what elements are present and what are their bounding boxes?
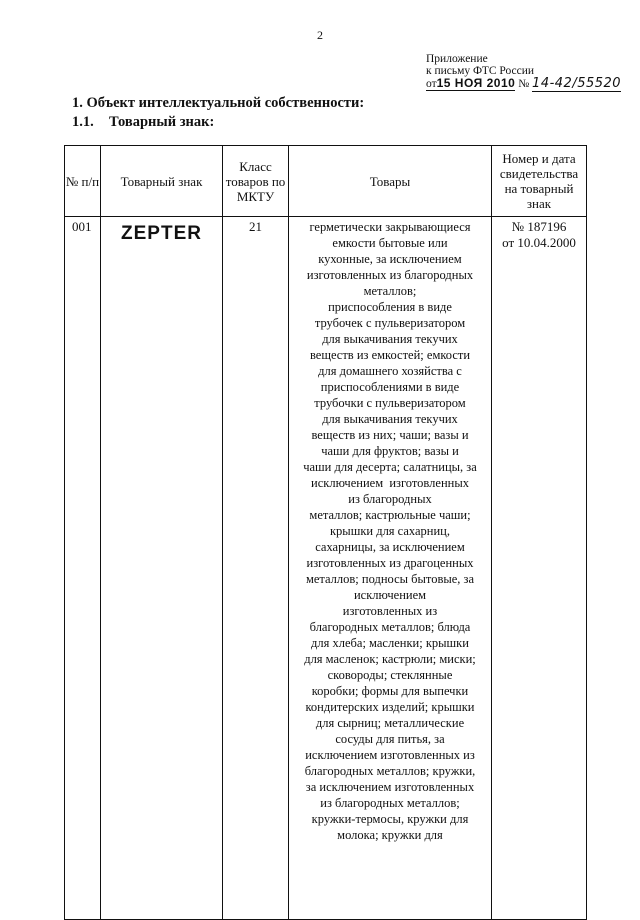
- trademark-table: [64, 145, 587, 920]
- goods-line: изготовленных из благородных: [306, 268, 474, 282]
- appendix-date-stamp: 15 НОЯ 2010: [436, 76, 516, 90]
- goods-line: исключением изготовленных: [311, 476, 469, 490]
- goods-line: чаши для фруктов; вазы и: [321, 444, 459, 458]
- goods-line: трубочки с пульверизатором: [314, 396, 466, 410]
- header-certificate: Номер и дата свидетельства на товарный знак: [492, 146, 587, 217]
- header-number: № п/п: [65, 146, 101, 217]
- goods-line: герметически закрывающиеся: [309, 220, 471, 234]
- goods-line: благородных металлов; кружки,: [304, 764, 476, 778]
- goods-line: веществ из емкостей; емкости: [309, 348, 471, 362]
- goods-line: для выкачивания текучих: [322, 412, 458, 426]
- header-trademark: Товарный знак: [101, 146, 223, 217]
- appendix-line2: к письму ФТС России: [426, 65, 535, 77]
- subsection-heading: [72, 114, 214, 131]
- goods-line: молока; кружки для: [337, 828, 443, 842]
- goods-line: приспособлениями в виде: [320, 380, 460, 394]
- appendix-date-line: [426, 77, 621, 90]
- trademark-logo: ZEPTER: [121, 223, 202, 244]
- goods-line: сахарницы, за исключением: [315, 540, 465, 554]
- goods-line: изготовленных из драгоценных: [306, 556, 474, 570]
- goods-line: за исключением изготовленных: [305, 780, 475, 794]
- appendix-line1: Приложение: [426, 53, 488, 65]
- goods-line: кухонные, за исключением: [318, 252, 462, 266]
- goods-line: исключением: [353, 588, 427, 602]
- goods-line: кружки-термосы, кружки для: [311, 812, 469, 826]
- goods-line: для выкачивания текучих: [322, 332, 458, 346]
- goods-line: для домашнего хозяйства с: [318, 364, 462, 378]
- goods-cell: [289, 217, 492, 920]
- goods-line: сосуды для питья, за: [335, 732, 445, 746]
- goods-line: емкости бытовые или: [332, 236, 448, 250]
- certificate-number: № 187196: [511, 219, 567, 234]
- row-number: 001: [65, 217, 101, 920]
- appendix-note: [426, 53, 621, 90]
- trademark-cell: [101, 217, 223, 920]
- table-row: [65, 217, 587, 920]
- class-cell: 21: [223, 217, 289, 920]
- appendix-number-prefix: №: [518, 78, 530, 90]
- table-header-row: [65, 146, 587, 217]
- subsection-title: Товарный знак:: [109, 114, 215, 130]
- goods-line: изготовленных из: [342, 604, 438, 618]
- header-class: Класс товаров по МКТУ: [223, 146, 289, 217]
- goods-line: металлов;: [363, 284, 417, 298]
- goods-line: благородных металлов; блюда: [309, 620, 471, 634]
- goods-line: трубочек с пульверизатором: [314, 316, 466, 330]
- header-goods: Товары: [289, 146, 492, 217]
- goods-line: из благородных: [348, 492, 432, 506]
- goods-line: металлов; кастрюльные чаши;: [309, 508, 471, 522]
- goods-list: [293, 219, 487, 843]
- goods-line: кондитерских изделий; крышки: [305, 700, 475, 714]
- goods-line: для хлеба; масленки; крышки: [311, 636, 469, 650]
- goods-line: сковороды; стеклянные: [327, 668, 453, 682]
- goods-line: приспособления в виде: [328, 300, 452, 314]
- certificate-cell: [492, 217, 587, 920]
- goods-line: исключением изготовленных из: [305, 748, 475, 762]
- goods-line: для сырниц; металлические: [315, 716, 465, 730]
- goods-line: металлов; подносы бытовые, за: [305, 572, 475, 586]
- goods-line: для масленок; кастрюли; миски;: [304, 652, 476, 666]
- appendix-date-prefix: от: [426, 78, 437, 90]
- subsection-number: 1.1.: [72, 114, 94, 130]
- goods-line: коробки; формы для выпечки: [311, 684, 469, 698]
- goods-line: крышки для сахарниц,: [329, 524, 451, 538]
- goods-line: из благородных металлов;: [320, 796, 460, 810]
- goods-line: чаши для десерта; салатницы, за: [303, 460, 477, 474]
- section-heading: 1. Объект интеллектуальной собственности:: [72, 95, 365, 111]
- page-number: 2: [317, 28, 323, 42]
- appendix-letter-number: 14-42/55520: [532, 76, 622, 91]
- certificate-date: от 10.04.2000: [502, 235, 576, 250]
- goods-line: веществ из них; чаши; вазы и: [311, 428, 469, 442]
